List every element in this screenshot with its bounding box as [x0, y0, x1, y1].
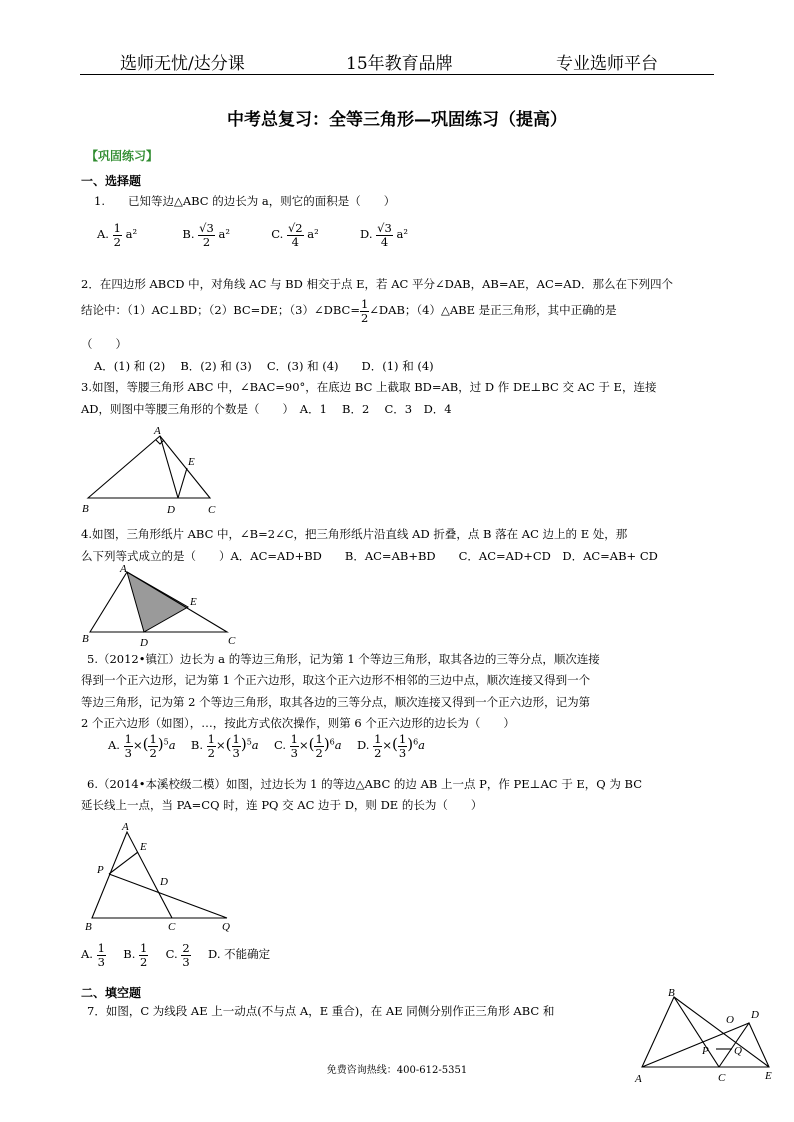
q5-c-f2n: 1: [315, 732, 323, 746]
q6-label-b: B: [85, 921, 92, 933]
q1-d-var: a²: [396, 227, 408, 242]
q5-d-frac1: [373, 733, 382, 759]
q6-a-den: 3: [97, 954, 105, 969]
q2-frac-num: 1: [360, 297, 369, 311]
q6-d-text: 不能确定: [224, 947, 271, 962]
q4-label-c: C: [228, 635, 236, 647]
section-two-heading: 二、填空题: [81, 986, 142, 1000]
q1-option-d-frac: [376, 222, 393, 248]
q5-d-f1n: 1: [374, 732, 382, 746]
q6-b-label: B.: [123, 947, 136, 962]
header-center: 15年教育品牌: [346, 54, 453, 74]
q5-line2: 得到一个正六边形，记为第 1 个正六边形，取这个正六边形不相邻的三边中点，顺次连接又得到一个: [81, 673, 591, 687]
q6-b-num: 1: [140, 941, 148, 955]
q5-b-f1d: 2: [207, 745, 215, 760]
q7-label-d: D: [751, 1009, 759, 1021]
q1-d-den: 4: [380, 234, 389, 249]
q6-b-frac: [139, 942, 148, 968]
q1-c-var: a²: [307, 227, 319, 242]
q5-a-frac1: [124, 733, 133, 759]
q5-line1: 5.（2012•镇江）边长为 a 的等边三角形，记为第 1 个等边三角形，取其各边的三等分点，顺次连接: [87, 652, 600, 666]
q1-b-den: 2: [202, 234, 211, 249]
q5-c-frac2: [314, 733, 323, 759]
q1-stem: 1. 已知等边△ABC 的边长为 a，则它的面积是（ ）: [94, 194, 396, 208]
q6-d-label: D.: [208, 947, 221, 962]
q1-option-a-frac: [113, 222, 122, 248]
q3-label-e: E: [188, 456, 195, 468]
q6-a-label: A.: [81, 947, 93, 962]
q5-b-var: a: [251, 738, 259, 753]
q6-triangle-abc: [92, 832, 172, 918]
q3-right-angle-mark: [156, 440, 164, 444]
q1-option-c-frac: [287, 222, 304, 248]
q5-b-f2n: 1: [232, 732, 240, 746]
q5-c-times: ×: [298, 738, 309, 753]
q4-line1: 4.如图，三角形纸片 ABC 中，∠B=2∠C，把三角形纸片沿直线 AD 折叠，点 B 落在 AC 边上的 E 处，那: [81, 527, 628, 541]
q2-frac: [360, 298, 369, 324]
q6-label-c: C: [168, 921, 176, 933]
q7-label-o: O: [726, 1014, 734, 1026]
q3-label-b: B: [82, 503, 89, 515]
q5-d-times: ×: [382, 738, 393, 753]
q5-c-var: a: [334, 738, 342, 753]
q5-a-f2n: 1: [149, 732, 157, 746]
q3-segment-de: [178, 468, 187, 498]
q5-c-exp: 6: [329, 737, 335, 747]
q7-label-c: C: [718, 1072, 726, 1084]
q2-options: A．(1) 和 (2) B．(2) 和 (3) C．(3) 和 (4) D．(1) 和 (4): [94, 359, 434, 373]
q6-label-q: Q: [222, 921, 230, 933]
q4-label-e: E: [190, 596, 197, 608]
q3-line2: AD，则图中等腰三角形的个数是（ ） A．1 B．2 C．3 D．4: [81, 402, 452, 416]
q5-line4: 2 个正六边形（如图），…，按此方式依次操作，则第 6 个正六边形的边长为（ ）: [81, 716, 515, 730]
q3-label-c: C: [208, 504, 216, 516]
q5-b-f2d: 3: [232, 745, 240, 760]
q1-a-num: 1: [113, 221, 121, 235]
footer-hotline: 免费咨询热线：400-612-5351: [326, 1065, 468, 1076]
q5-a-times: ×: [132, 738, 143, 753]
section-one-heading: 一、选择题: [81, 174, 142, 188]
q2-line2-post: ∠DAB；（4）△ABE 是正三角形，其中正确的是: [369, 303, 617, 318]
header-left: 选师无忧/达分课: [120, 54, 245, 74]
q3-label-a: A: [154, 425, 161, 437]
q1-options: [97, 222, 408, 248]
q7-label-a: A: [635, 1073, 642, 1085]
q5-a-frac2: [148, 733, 157, 759]
q3-line1: 3.如图，等腰三角形 ABC 中，∠BAC=90°，在底边 BC 上截取 BD=AB，过 D 作 DE⊥BC 交 AC 于 E，连接: [81, 380, 657, 394]
q5-line3: 等边三角形，记为第 2 个等边三角形，取其各边的三等分点，顺次连接又得到一个正六边形，记为第: [81, 695, 591, 709]
q2-line3: （ ）: [81, 337, 127, 351]
q4-line2: 么下列等式成立的是（ ）A．AC=AD+BD B．AC=AB+BD C．AC=AD+CD D．AC=AB+ CD: [81, 549, 658, 563]
section-tag: 【巩固练习】: [86, 149, 159, 163]
q5-c-f1d: 3: [290, 745, 298, 760]
q4-figure: [82, 564, 242, 649]
q6-line1: 6.（2014•本溪校级二模）如图，过边长为 1 的等边△ABC 的边 AB 上一点 P，作 PE⊥AC 于 E，Q 为 BC: [87, 777, 642, 791]
q5-b-f1n: 1: [207, 732, 215, 746]
q1-b-num: √3: [199, 221, 214, 235]
q6-b-den: 2: [140, 954, 148, 969]
q6-segment-pe: [109, 852, 138, 874]
q5-c-f1n: 1: [290, 732, 298, 746]
q1-c-den: 4: [291, 234, 299, 249]
q5-d-label: D.: [356, 738, 370, 753]
q7-line1: 7．如图，C 为线段 AE 上一动点(不与点 A，E 重合)，在 AE 同侧分别作正三角形 ABC 和: [87, 1004, 555, 1018]
q1-b-var: a²: [218, 227, 230, 242]
header-rule: [80, 74, 714, 75]
q4-shaded-triangle: [127, 572, 188, 632]
q7-label-e: E: [765, 1070, 772, 1082]
q6-options: [81, 942, 270, 968]
q5-b-exp: 5: [246, 737, 252, 747]
q1-c-num: √2: [287, 221, 303, 235]
q6-label-d: D: [160, 876, 168, 888]
q7-label-b: B: [668, 987, 675, 999]
q3-label-d: D: [167, 504, 175, 516]
q4-label-a: A: [120, 563, 127, 575]
q6-label-p: P: [97, 864, 104, 876]
q2-line2: [81, 298, 617, 324]
q3-figure: [80, 420, 230, 520]
q7-label-q: Q: [734, 1045, 742, 1057]
q6-a-frac: [97, 942, 106, 968]
q5-b-frac2: [232, 733, 241, 759]
q5-a-label: A.: [108, 738, 120, 753]
q5-d-f1d: 2: [374, 745, 382, 760]
q2-frac-den: 2: [360, 310, 369, 325]
q5-b-label: B.: [190, 738, 204, 753]
q4-label-b: B: [82, 633, 89, 645]
q5-a-f2d: 2: [149, 745, 157, 760]
q5-d-frac2: [398, 733, 407, 759]
q5-d-f2d: 3: [398, 745, 407, 760]
q5-a-exp: 5: [163, 737, 169, 747]
q5-a-f1n: 1: [124, 732, 132, 746]
q6-a-num: 1: [97, 941, 105, 955]
q6-label-a: A: [122, 821, 129, 833]
q1-d-num: √3: [377, 221, 392, 235]
q1-option-c-label: C.: [271, 227, 284, 242]
q1-option-b-label: B.: [182, 227, 195, 242]
q5-options: A. $\frac{1}{3}$ ×( $\frac{1}{2}$ )$^5$a B. $\frac{1}{2}$ ×( $\frac{1}{3}$ )$^5$a C. $\frac{1}{3}$ ×( $\frac{1}{2}$ )$^6$a D. $\frac{1}{2}$ ×( $\frac{1}{3}$ )$^6$a: [108, 732, 426, 760]
q1-option-b-frac: [198, 222, 215, 248]
q5-d-var: a: [418, 738, 426, 753]
q5-d-exp: 6: [413, 737, 419, 747]
q5-c-label: C.: [273, 738, 286, 753]
q5-d-f2n: 1: [398, 732, 407, 746]
q6-c-num: 2: [182, 941, 190, 955]
q6-label-e: E: [140, 841, 147, 853]
q7-segment-be: [674, 997, 769, 1067]
q5-a-f1d: 3: [124, 745, 132, 760]
q6-c-den: 3: [182, 954, 190, 969]
q2-line1: 2．在四边形 ABCD 中，对角线 AC 与 BD 相交于点 E，若 AC 平分∠DAB，AB=AE，AC=AD．那么在下列四个: [81, 277, 673, 291]
q4-label-d: D: [140, 637, 148, 649]
header-right: 专业选师平台: [556, 54, 658, 74]
q6-line2: 延长线上一点，当 PA=CQ 时，连 PQ 交 AC 边于 D，则 DE 的长为（ ）: [81, 798, 483, 812]
q7-label-p: P: [702, 1045, 709, 1057]
q6-figure: [82, 818, 242, 933]
q1-option-a-label: A.: [97, 227, 109, 242]
q1-a-var: a²: [125, 227, 138, 242]
q3-segment-ad: [160, 436, 178, 498]
q5-b-frac1: [207, 733, 216, 759]
page-title: 中考总复习：全等三角形—巩固练习（提高）: [227, 110, 567, 130]
q5-b-times: ×: [216, 738, 226, 753]
q6-c-frac: [181, 942, 190, 968]
q1-option-d-label: D.: [360, 227, 373, 242]
q6-c-label: C.: [165, 947, 178, 962]
q5-c-frac1: [290, 733, 299, 759]
q5-a-var: a: [168, 738, 176, 753]
q5-c-f2d: 2: [315, 745, 323, 760]
q1-a-den: 2: [113, 234, 121, 249]
q2-line2-pre: 结论中：（1）AC⊥BD；（2）BC=DE；（3）∠DBC=: [81, 303, 360, 318]
